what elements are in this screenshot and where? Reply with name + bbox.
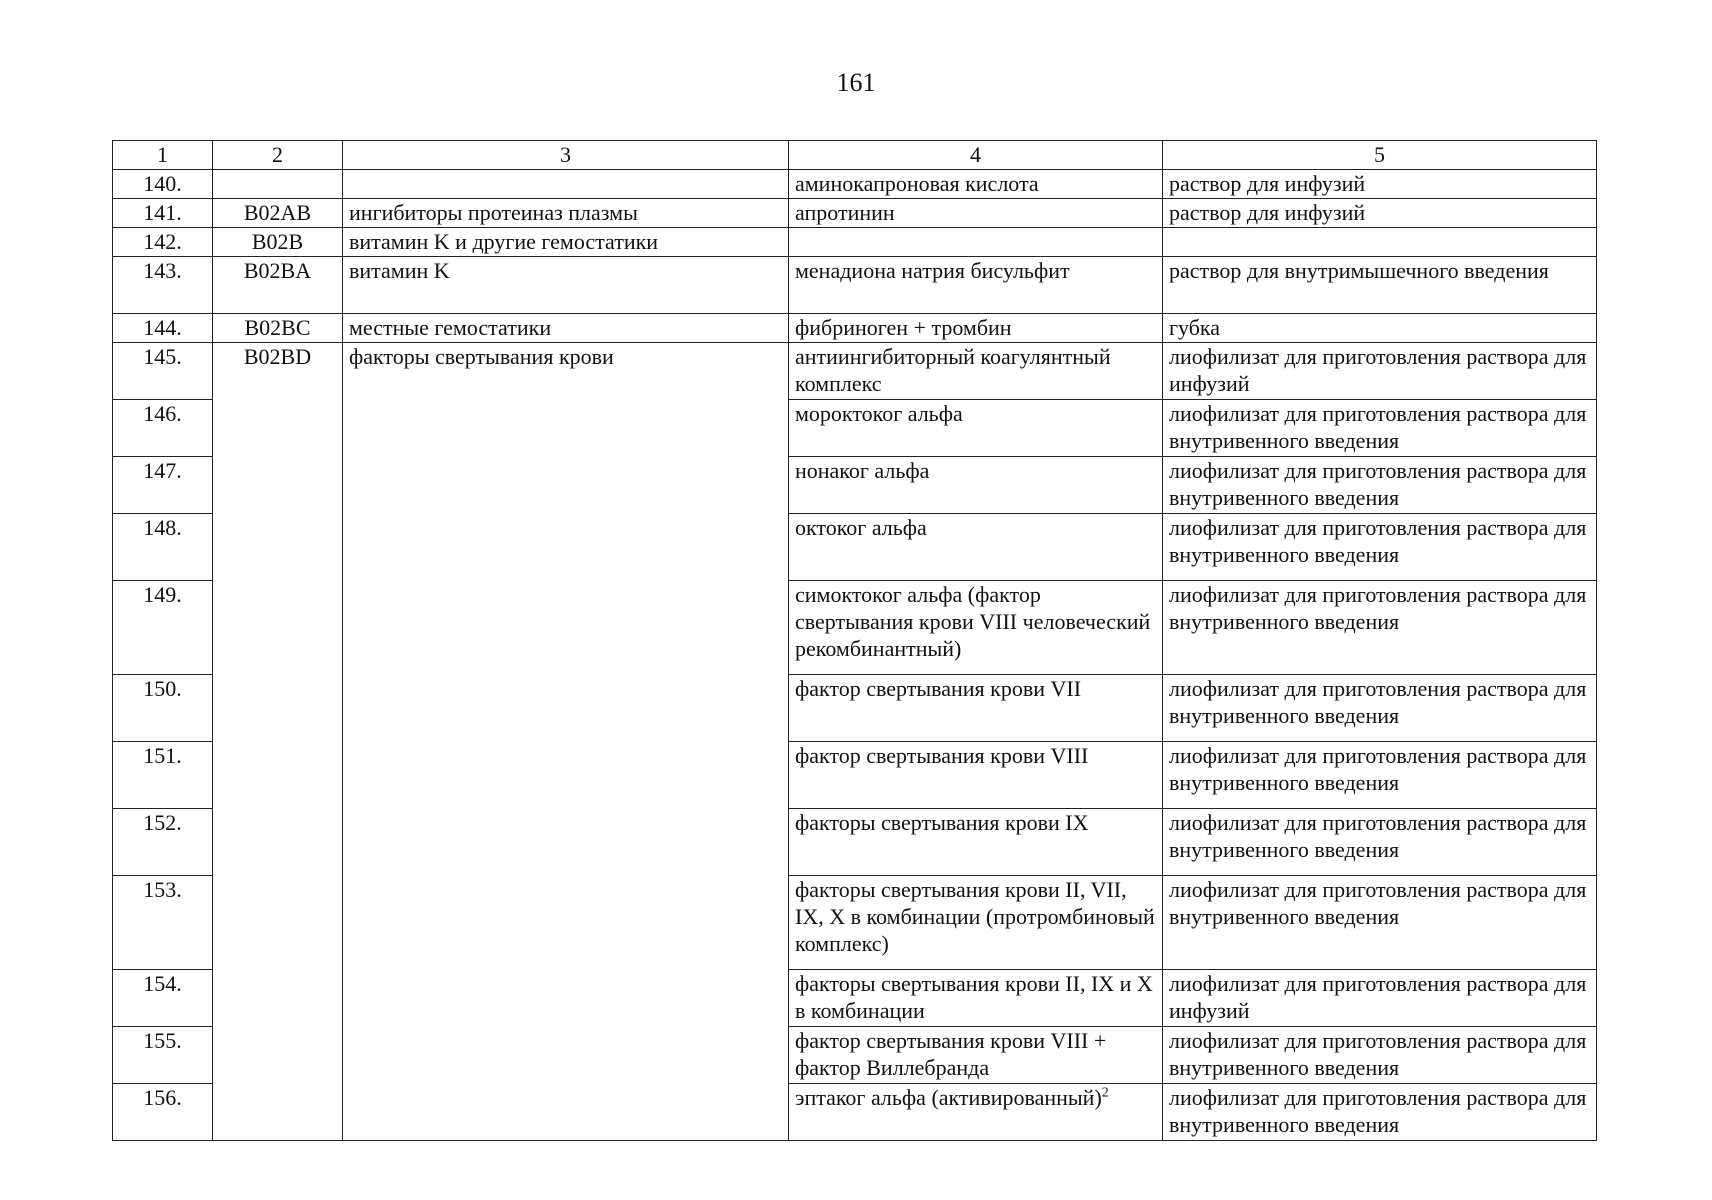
dosage-form: лиофилизат для приготовления раствора для внутривенного введения <box>1163 742 1597 809</box>
table-row <box>113 343 1597 400</box>
atc-code: B02BC <box>213 314 343 343</box>
row-number: 141. <box>113 199 213 228</box>
row-number: 148. <box>113 514 213 581</box>
dosage-form: лиофилизат для приготовления раствора для внутривенного введения <box>1163 675 1597 742</box>
dosage-form <box>1163 228 1597 257</box>
page-number: 161 <box>836 68 876 97</box>
row-number: 153. <box>113 876 213 970</box>
table-row <box>113 228 1597 257</box>
dosage-form: раствор для инфузий <box>1163 170 1597 199</box>
atc-code: B02BA <box>213 257 343 314</box>
row-number: 151. <box>113 742 213 809</box>
row-number: 147. <box>113 457 213 514</box>
row-number: 146. <box>113 400 213 457</box>
drug-name: апротинин <box>789 199 1163 228</box>
column-header: 3 <box>343 141 789 170</box>
row-number: 154. <box>113 970 213 1027</box>
drug-name: менадиона натрия бисульфит <box>789 257 1163 314</box>
drug-name <box>789 1084 1163 1141</box>
dosage-form: лиофилизат для приготовления раствора для внутривенного введения <box>1163 1027 1597 1084</box>
dosage-form: лиофилизат для приготовления раствора для внутривенного введения <box>1163 581 1597 675</box>
drug-name: факторы свертывания крови II, VII, IX, X в комбинации (протромбиновый комплекс) <box>789 876 1163 970</box>
drug-name: фактор свертывания крови VII <box>789 675 1163 742</box>
dosage-form: лиофилизат для приготовления раствора для внутривенного введения <box>1163 876 1597 970</box>
dosage-form: раствор для внутримышечного введения <box>1163 257 1597 314</box>
atc-code <box>213 170 343 199</box>
drug-name: фибриноген + тромбин <box>789 314 1163 343</box>
group-name: витамин K <box>343 257 789 314</box>
dosage-form: лиофилизат для приготовления раствора для внутривенного введения <box>1163 400 1597 457</box>
drug-name: аминокапроновая кислота <box>789 170 1163 199</box>
drug-name: нонаког альфа <box>789 457 1163 514</box>
drug-name: антиингибиторный коагулянтный комплекс <box>789 343 1163 400</box>
drug-name: мороктоког альфа <box>789 400 1163 457</box>
drug-name <box>789 228 1163 257</box>
group-name: местные гемостатики <box>343 314 789 343</box>
row-number: 144. <box>113 314 213 343</box>
atc-code: B02BD <box>213 343 343 1141</box>
column-header: 1 <box>113 141 213 170</box>
atc-code: B02B <box>213 228 343 257</box>
group-name: факторы свертывания крови <box>343 343 789 1141</box>
row-number: 145. <box>113 343 213 400</box>
row-number: 156. <box>113 1084 213 1141</box>
table-row <box>113 170 1597 199</box>
row-number: 142. <box>113 228 213 257</box>
row-number: 155. <box>113 1027 213 1084</box>
row-number: 152. <box>113 809 213 876</box>
table-header-row <box>113 141 1597 170</box>
table-row <box>113 199 1597 228</box>
column-header: 5 <box>1163 141 1597 170</box>
row-number: 149. <box>113 581 213 675</box>
row-number: 143. <box>113 257 213 314</box>
dosage-form: лиофилизат для приготовления раствора для внутривенного введения <box>1163 1084 1597 1141</box>
dosage-form: раствор для инфузий <box>1163 199 1597 228</box>
drug-name: симоктоког альфа (фактор свертывания крови VIII человеческий рекомбинантный) <box>789 581 1163 675</box>
drug-table <box>112 140 1597 1141</box>
drug-name-text: эптаког альфа (активированный) <box>795 1085 1102 1110</box>
group-name: витамин K и другие гемостатики <box>343 228 789 257</box>
dosage-form: лиофилизат для приготовления раствора для внутривенного введения <box>1163 514 1597 581</box>
table-row <box>113 314 1597 343</box>
drug-name: факторы свертывания крови II, IX и X в комбинации <box>789 970 1163 1027</box>
drug-name: фактор свертывания крови VIII <box>789 742 1163 809</box>
dosage-form: лиофилизат для приготовления раствора для внутривенного введения <box>1163 457 1597 514</box>
atc-code: B02AB <box>213 199 343 228</box>
drug-name: факторы свертывания крови IX <box>789 809 1163 876</box>
column-header: 2 <box>213 141 343 170</box>
table-row <box>113 257 1597 314</box>
dosage-form: губка <box>1163 314 1597 343</box>
dosage-form: лиофилизат для приготовления раствора для инфузий <box>1163 343 1597 400</box>
row-number: 150. <box>113 675 213 742</box>
drug-name: октоког альфа <box>789 514 1163 581</box>
row-number: 140. <box>113 170 213 199</box>
dosage-form: лиофилизат для приготовления раствора для инфузий <box>1163 970 1597 1027</box>
group-name: ингибиторы протеиназ плазмы <box>343 199 789 228</box>
drug-name: фактор свертывания крови VIII + фактор Виллебранда <box>789 1027 1163 1084</box>
column-header: 4 <box>789 141 1163 170</box>
dosage-form: лиофилизат для приготовления раствора для внутривенного введения <box>1163 809 1597 876</box>
group-name <box>343 170 789 199</box>
footnote-marker: 2 <box>1101 1085 1109 1101</box>
